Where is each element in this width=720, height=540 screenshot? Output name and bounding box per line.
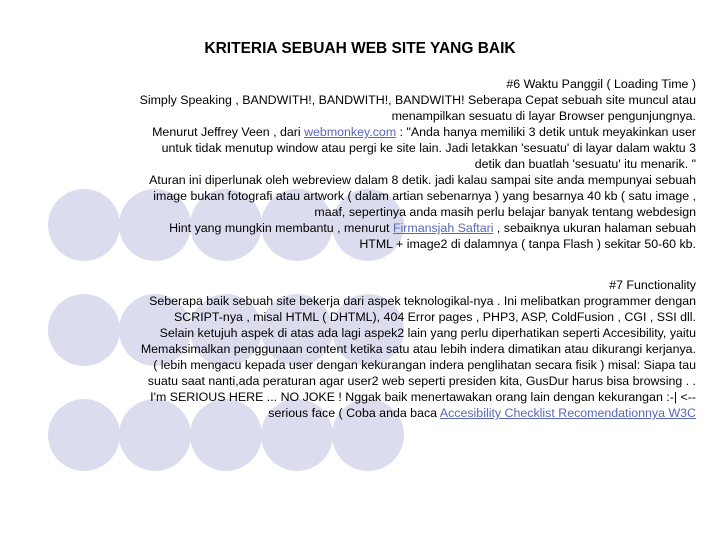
section-loading-time	[36, 76, 696, 252]
text-line: menampilkan sesuatu di layar Browser pengunjungnya.	[391, 109, 696, 123]
text-line	[36, 405, 696, 421]
text-line: #7 Functionality	[609, 278, 696, 292]
text-line: detik dan buatlah 'sesuatu' itu menarik. "	[474, 157, 696, 171]
text-fragment: Hint yang mungkin membantu , menurut	[169, 221, 393, 235]
text-line: Selain ketujuh aspek di atas ada lagi aspek2 lain yang perlu diperhatikan seperti Accesibility, yaitu	[159, 326, 696, 340]
text-line: Aturan ini diperlunak oleh webreview dalam 8 detik. jadi kalau sampai site anda mempunyai sebuah	[149, 173, 696, 187]
text-line: Memaksimalkan penggunaan content ketika satu atau lebih indera dimatikan atau dikurangi kerjanya.	[140, 342, 696, 356]
webmonkey-link[interactable]: webmonkey.com	[304, 125, 397, 139]
text-line: HTML + image2 di dalamnya ( tanpa Flash ) sekitar 50-60 kb.	[359, 237, 696, 251]
text-fragment: , sebaiknya ukuran halaman sebuah	[493, 221, 696, 235]
text-line: SCRIPT-nya , misal HTML ( DHTML), 404 Error pages , PHP3, ASP, ColdFusion , CGI , SSI dll.	[174, 310, 696, 324]
accessibility-checklist-link[interactable]: Accesibility Checklist Recomendationnya W3C	[439, 406, 696, 420]
slide-title: KRITERIA SEBUAH WEB SITE YANG BAIK	[204, 40, 516, 57]
text-line: untuk tidak menutup window atau pergi ke site lain. Jadi letakkan 'sesuatu' di layar dalam waktu 3	[161, 141, 696, 155]
text-line: I'm SERIOUS HERE ... NO JOKE ! Nggak baik menertawakan orang lain dengan kekurangan :-| <--	[150, 390, 696, 404]
text-line: Seberapa baik sebuah site bekerja dari aspek teknologikal-nya . Ini melibatkan programmer dengan	[149, 294, 696, 308]
firmansjah-saftari-link[interactable]: Firmansjah Saftari	[392, 221, 494, 235]
text-line: suatu saat nanti,ada peraturan agar user2 web seperti presiden kita, GusDur harus bisa browsing . .	[147, 374, 696, 388]
text-line: ( lebih mengacu kepada user dengan kekurangan indera penglihatan secara fisik ) misal: Siapa tau	[153, 358, 696, 372]
text-line	[36, 124, 696, 140]
text-line: Simply Speaking , BANDWITH!, BANDWITH!, BANDWITH! Seberapa Cepat sebuah site muncul atau	[139, 93, 696, 107]
text-line: image bukan fotografi atau artwork ( dalam artian sebenarnya ) yang besarnya 40 kb ( satu image ,	[153, 189, 696, 203]
text-fragment: serious face ( Coba anda baca	[268, 406, 440, 420]
text-fragment: : "Anda hanya memiliki 3 detik untuk meyakinkan user	[396, 125, 696, 139]
text-line: #6 Waktu Panggil ( Loading Time )	[506, 77, 696, 91]
text-line: maaf, sepertinya anda masih perlu belajar banyak tentang webdesign	[314, 205, 696, 219]
text-line	[36, 220, 696, 236]
section-functionality	[36, 277, 696, 421]
text-fragment: Menurut Jeffrey Veen , dari	[152, 125, 305, 139]
